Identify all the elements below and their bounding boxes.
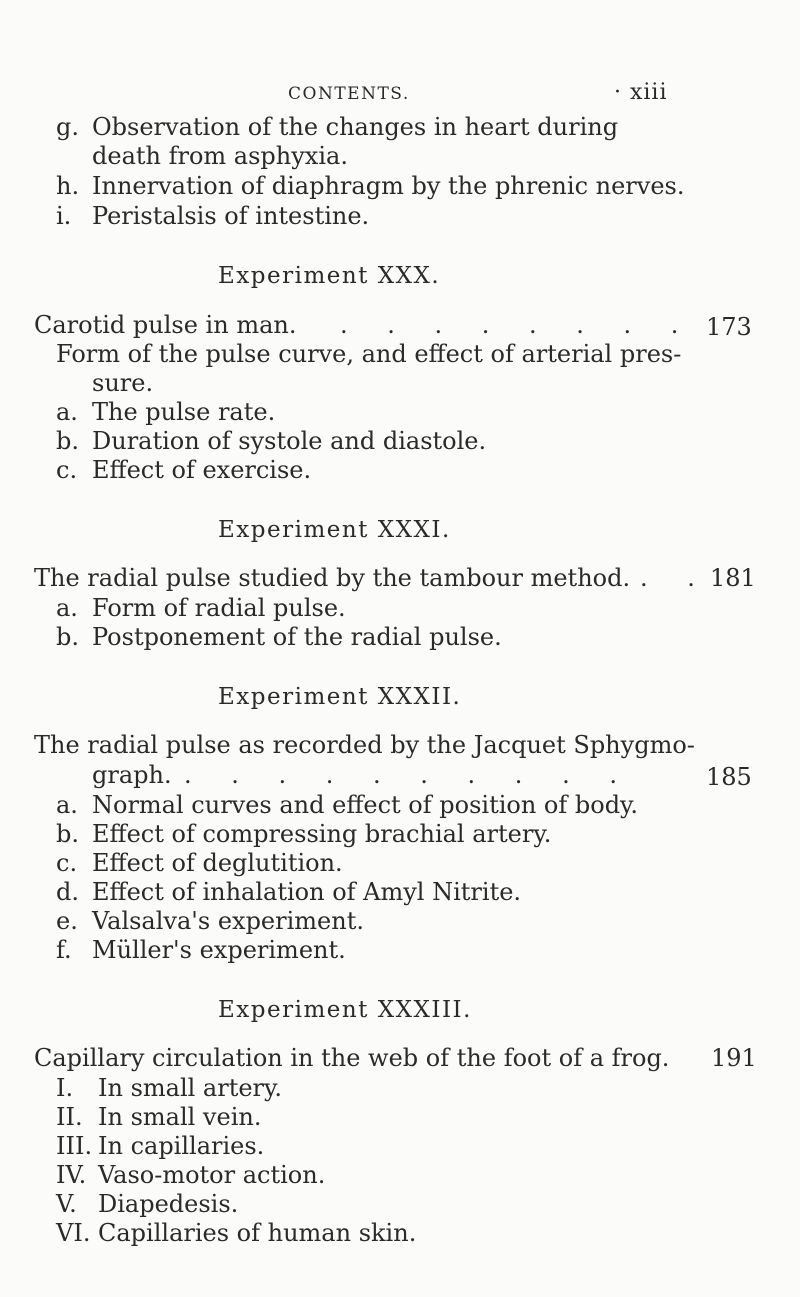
list-item [56,1102,261,1132]
list-item [56,906,364,936]
item-text: Form of radial pulse. [92,594,346,622]
item-text: Capillaries of human skin. [98,1219,417,1247]
item-label: g. [56,113,79,141]
list-item [56,1131,264,1161]
item-label: d. [56,878,79,906]
item-text: Diapedesis. [98,1190,239,1218]
item-text: Effect of inhalation of Amyl Nitrite. [92,878,522,906]
list-item [56,593,346,623]
item-label: b. [56,820,79,848]
item-label: a. [56,791,78,819]
item-label: IV. [56,1161,87,1189]
entry-title: The radial pulse as recorded by the Jacquet Sphygmo- [34,731,695,759]
section-heading: Experiment XXXI. [218,517,451,543]
list-item [56,397,275,427]
item-label: c. [56,849,78,877]
item-label: c. [56,456,78,484]
entry-page-number: 181 [710,564,756,592]
item-label: e. [56,907,78,935]
entry-page-number: 191 [711,1044,757,1072]
leader-dots: . . . . . . . . [340,311,695,339]
section-heading: Experiment XXXII. [218,684,462,710]
list-item [56,848,343,878]
list-item [56,1189,238,1219]
item-text: Postponement of the radial pulse. [92,623,502,651]
entry-page-number: 173 [706,313,752,341]
item-text: Duration of systole and diastole. [92,427,487,455]
list-item [56,201,369,231]
item-text: Effect of compressing brachial artery. [92,820,552,848]
list-item [56,1073,282,1103]
entry-page-number: 185 [706,763,752,791]
page-number: · xiii [614,80,668,105]
item-label: a. [56,594,78,622]
item-label: V. [56,1190,77,1218]
section-heading: Experiment XXX. [218,263,441,289]
item-label: b. [56,427,79,455]
item-label: III. [56,1132,93,1160]
item-label: VI. [56,1219,91,1247]
entry-title-continuation: graph. [92,761,172,789]
entry-subtitle: Form of the pulse curve, and effect of arterial pres- [56,340,682,368]
item-label: II. [56,1103,83,1131]
entry-title: Carotid pulse in man. [34,311,297,339]
item-text: Effect of exercise. [92,456,312,484]
entry-title: Capillary circulation in the web of the foot of a frog. [34,1044,670,1072]
item-text: Normal curves and effect of position of body. [92,791,639,819]
list-item [56,112,618,142]
item-text: In small artery. [98,1074,283,1102]
item-label: I. [56,1074,74,1102]
item-text: Peristalsis of intestine. [92,202,370,230]
item-text: In capillaries. [98,1132,265,1160]
item-label: i. [56,202,72,230]
item-label: h. [56,172,80,200]
running-head: CONTENTS. [288,84,410,104]
item-text: Vaso-motor action. [98,1161,326,1189]
item-label: b. [56,623,79,651]
list-item [56,877,521,907]
item-text: The pulse rate. [92,398,276,426]
item-text: Innervation of diaphragm by the phrenic nerves. [92,172,685,200]
entry-title: The radial pulse studied by the tambour method. [34,564,631,592]
item-label: f. [56,936,72,964]
item-text: Observation of the changes in heart during [92,113,619,141]
item-text: In small vein. [98,1103,262,1131]
list-item [56,1218,416,1248]
list-item [56,935,346,965]
leader-dots: . . . . . . . . . . [184,761,633,789]
leader-dots: . . [640,564,711,592]
item-text: Valsalva's experiment. [92,907,364,935]
list-item [56,426,486,456]
item-text-continuation: death from asphyxia. [92,142,348,170]
entry-subtitle-continuation: sure. [92,369,154,397]
list-item [56,622,502,652]
list-item [56,171,684,201]
list-item [56,819,551,849]
list-item [56,790,638,820]
item-label: a. [56,398,78,426]
section-heading: Experiment XXXIII. [218,997,472,1023]
item-text: Müller's experiment. [92,936,346,964]
item-text: Effect of deglutition. [92,849,343,877]
list-item [56,455,311,485]
list-item [56,1160,325,1190]
